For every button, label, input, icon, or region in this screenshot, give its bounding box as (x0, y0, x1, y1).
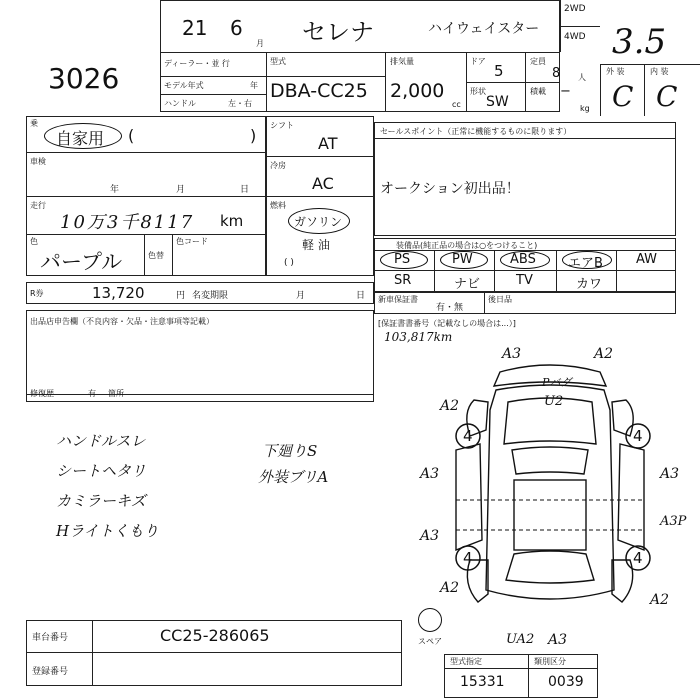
repair-label: 修復歴 (30, 389, 54, 398)
right-front-fender (612, 400, 633, 436)
type-value: DBA-CC25 (270, 80, 368, 102)
month-value: 6 (230, 16, 243, 40)
color-code-label: 色コード (176, 237, 208, 246)
diag-label-4-fr: 4 (633, 427, 643, 445)
score: 3.5 (612, 22, 667, 62)
recycle-unit: 円 (176, 291, 186, 301)
equip-navi: ナビ (454, 277, 481, 292)
mileage-unit: km (220, 212, 244, 230)
exterior-label: 外 装 (606, 67, 625, 76)
roof-panel (514, 480, 586, 550)
name-change-day: 日 (356, 291, 366, 301)
chassis-label: 車台番号 (32, 633, 69, 643)
chassis-value: CC25-286065 (160, 626, 270, 645)
fuel-label: 燃料 (270, 201, 286, 210)
diag-label-ua2: UA2 (506, 632, 535, 647)
shift-value: AT (318, 134, 338, 153)
color-label: 色 (30, 237, 38, 246)
name-change-label: 名変期限 (192, 291, 229, 301)
mileage-label: 走行 (30, 201, 46, 210)
inspection-day: 日 (240, 185, 250, 195)
windshield-shape (512, 447, 588, 474)
shift-label: シフト (270, 121, 294, 130)
equip-aw: AW (636, 252, 658, 267)
inspection-label: 車検 (30, 157, 46, 166)
diag-label-pbug: Pバグ (542, 376, 572, 389)
diag-label-a2-left2: A2 (440, 580, 460, 596)
fuel-gasoline: ガソリン (294, 215, 343, 229)
drive-2wd: 2WD (564, 4, 586, 14)
recycle-value: 13,720 (92, 284, 145, 302)
note-line-1: ハンドルスレ (56, 432, 146, 450)
shape-label: 形状 (470, 87, 486, 96)
equip-ps: PS (394, 252, 411, 267)
year-unit: 年 (250, 81, 258, 90)
reg-label: 登録番号 (32, 667, 69, 677)
note-line-2: シートヘタリ (56, 462, 147, 480)
drive-4wd: 4WD (564, 32, 586, 42)
usage-value: 自家用 (56, 129, 105, 148)
equip-tv: TV (516, 273, 533, 288)
displacement-value: 2,000 (390, 80, 445, 102)
equip-leather: カワ (576, 277, 603, 292)
diag-label-a3p: A3P (660, 514, 687, 529)
sales-point-text: オークション初出品！ (380, 181, 520, 197)
right-side-panel (618, 444, 644, 550)
handwritten-mileage: 103,817km (384, 330, 453, 344)
color-value: パープル (40, 250, 123, 274)
repair-parts: 箇所 (108, 389, 124, 398)
lot-number: 3026 (48, 62, 120, 95)
warranty-label: 新車保証書 (378, 295, 418, 304)
usage-prefix: 乗 (30, 119, 38, 128)
spare-label: スペア (418, 637, 442, 646)
year-value: 21 (182, 16, 208, 40)
model-year-label: モデル年式 (164, 81, 204, 90)
name-change-month: 月 (296, 291, 306, 301)
displacement-unit: cc (452, 100, 461, 109)
note-right-2: 外装ブリA (258, 468, 329, 486)
warranty-box (374, 292, 676, 314)
rear-window-shape (506, 551, 594, 583)
fuel-light-oil: 軽 油 (302, 238, 330, 252)
diag-label-a2-right2: A2 (650, 592, 670, 608)
diag-label-u2: U2 (544, 394, 564, 409)
doors-value: 5 (494, 62, 504, 80)
load-label: 積載 (530, 87, 546, 96)
month-unit: 月 (256, 39, 264, 48)
load-unit: kg (580, 104, 590, 113)
handle-label: ハンドル (164, 99, 196, 108)
equip-pw: PW (452, 252, 473, 267)
type-designation-value: 15331 (460, 674, 505, 690)
class-label: 類別区分 (534, 657, 566, 666)
diag-label-4-rl: 4 (463, 549, 473, 567)
load-value: − (560, 84, 571, 99)
capacity-label: 定員 (530, 57, 546, 66)
declaration-label: 出品店申告欄（不良内容・欠品・注意事項等記載） (30, 317, 214, 326)
diag-label-4-rr: 4 (633, 549, 643, 567)
diag-label-a2-top: A2 (594, 346, 614, 362)
displacement-label: 排気量 (390, 57, 414, 66)
diag-label-a3-left2: A3 (420, 528, 440, 544)
diag-label-a3-left: A3 (420, 466, 440, 482)
left-side-panel (456, 444, 482, 550)
doors-label: ドア (470, 57, 486, 66)
warranty-value: 有・無 (436, 303, 464, 313)
repair-value: 有 (88, 389, 96, 398)
class-value: 0039 (548, 674, 584, 690)
capacity-value: 8 (552, 66, 561, 81)
diag-label-a3-top: A3 (502, 346, 522, 362)
diag-label-a2-left: A2 (440, 398, 460, 414)
diag-label-a3-right: A3 (660, 466, 680, 482)
mileage-value: 10万3千8117 (60, 212, 195, 233)
shape-value: SW (486, 94, 509, 110)
sales-point-label: セールスポイント（正常に機能するものに限ります） (380, 127, 572, 136)
model-name: セレナ (302, 18, 374, 46)
capacity-unit: 人 (578, 73, 586, 82)
note-line-3: カミラーキズ (56, 492, 146, 510)
equip-abs: ABS (510, 252, 536, 267)
fuel-paren: ( ) (284, 258, 294, 268)
grade: ハイウェイスター (428, 21, 540, 37)
usage-paren-open: ( (128, 126, 135, 145)
type-designation-label: 型式指定 (450, 657, 482, 666)
inspection-month: 月 (176, 185, 186, 195)
bottom-note-label: [保証書書番号（記載なしの場合は...）] (378, 319, 516, 328)
inspection-year: 年 (110, 185, 120, 195)
note-line-4: Hライトくもり (56, 522, 159, 540)
handle-value: 左・右 (228, 99, 252, 108)
extra-label: 後日品 (488, 295, 512, 304)
recycle-label: R券 (30, 289, 44, 298)
exterior-grade: C (612, 80, 634, 113)
body-outline (486, 385, 614, 599)
equip-sr: SR (394, 273, 412, 288)
dealer-label: ディーラー・並 行 (164, 59, 230, 68)
aircon-label: 冷房 (270, 161, 286, 170)
color-swap-label: 色替 (148, 251, 164, 260)
equip-airbag: エアB (568, 256, 603, 271)
note-right-1: 下廻りS (262, 442, 318, 460)
diag-label-a3-bottom: A3 (548, 632, 568, 648)
type-label: 型式 (270, 57, 286, 66)
equipment-label: 装備品(純正品の場合は○をつけること) (396, 241, 538, 250)
usage-paren-close: ) (250, 126, 257, 145)
aircon-value: AC (312, 174, 334, 193)
diag-label-4-fl: 4 (463, 427, 473, 445)
interior-label: 内 装 (650, 67, 669, 76)
spare-tire-circle (418, 608, 442, 632)
interior-grade: C (656, 80, 678, 113)
